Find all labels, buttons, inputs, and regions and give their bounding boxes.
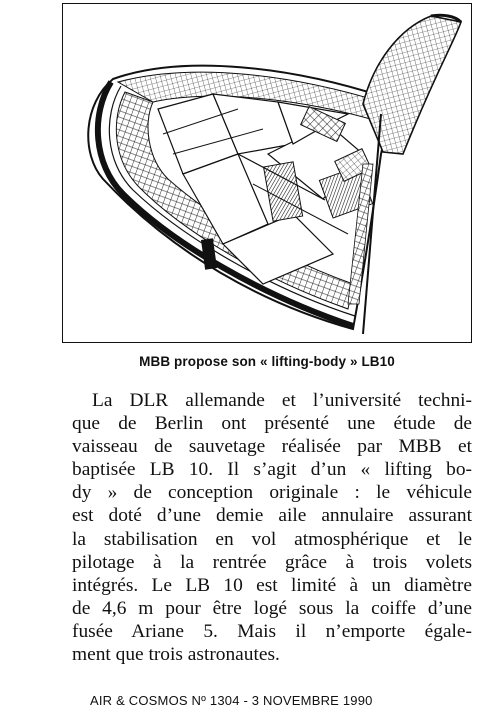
- article-line: fusée Ariane 5. Mais il n’emporte égale-: [72, 620, 472, 642]
- lifting-body-illustration: [62, 3, 472, 343]
- article-line: baptisée LB 10. Il s’agit d’un « lifting bo-: [72, 459, 472, 481]
- article-line: vaisseau de sauvetage réalisée par MBB et: [72, 436, 472, 458]
- article-line: intégrés. Le LB 10 est limité à un diamètre: [72, 574, 472, 596]
- article-line: que de Berlin ont présenté une étude de: [72, 413, 472, 435]
- article-line: de 4,6 m pour être logé sous la coiffe d’une: [72, 597, 472, 619]
- figure-caption: MBB propose son « lifting-body » LB10: [139, 354, 395, 369]
- vertical-fin: [363, 16, 461, 154]
- source-citation: AIR & COSMOS Nº 1304 - 3 NOVEMBRE 1990: [90, 693, 373, 708]
- lb10-cutaway-drawing: [63, 4, 470, 341]
- article-body: [72, 389, 472, 666]
- article-line: dy » de conception originale : le véhicule: [72, 482, 472, 504]
- article-line: La DLR allemande et l’université techni-: [92, 390, 472, 411]
- article-line: est doté d’une demie aile annulaire assurant: [72, 505, 472, 527]
- article-line: la stabilisation en vol atmosphérique et le: [72, 528, 472, 550]
- article-line: ment que trois astronautes.: [72, 644, 280, 666]
- article-line: pilotage à la rentrée grâce à trois volets: [72, 551, 472, 573]
